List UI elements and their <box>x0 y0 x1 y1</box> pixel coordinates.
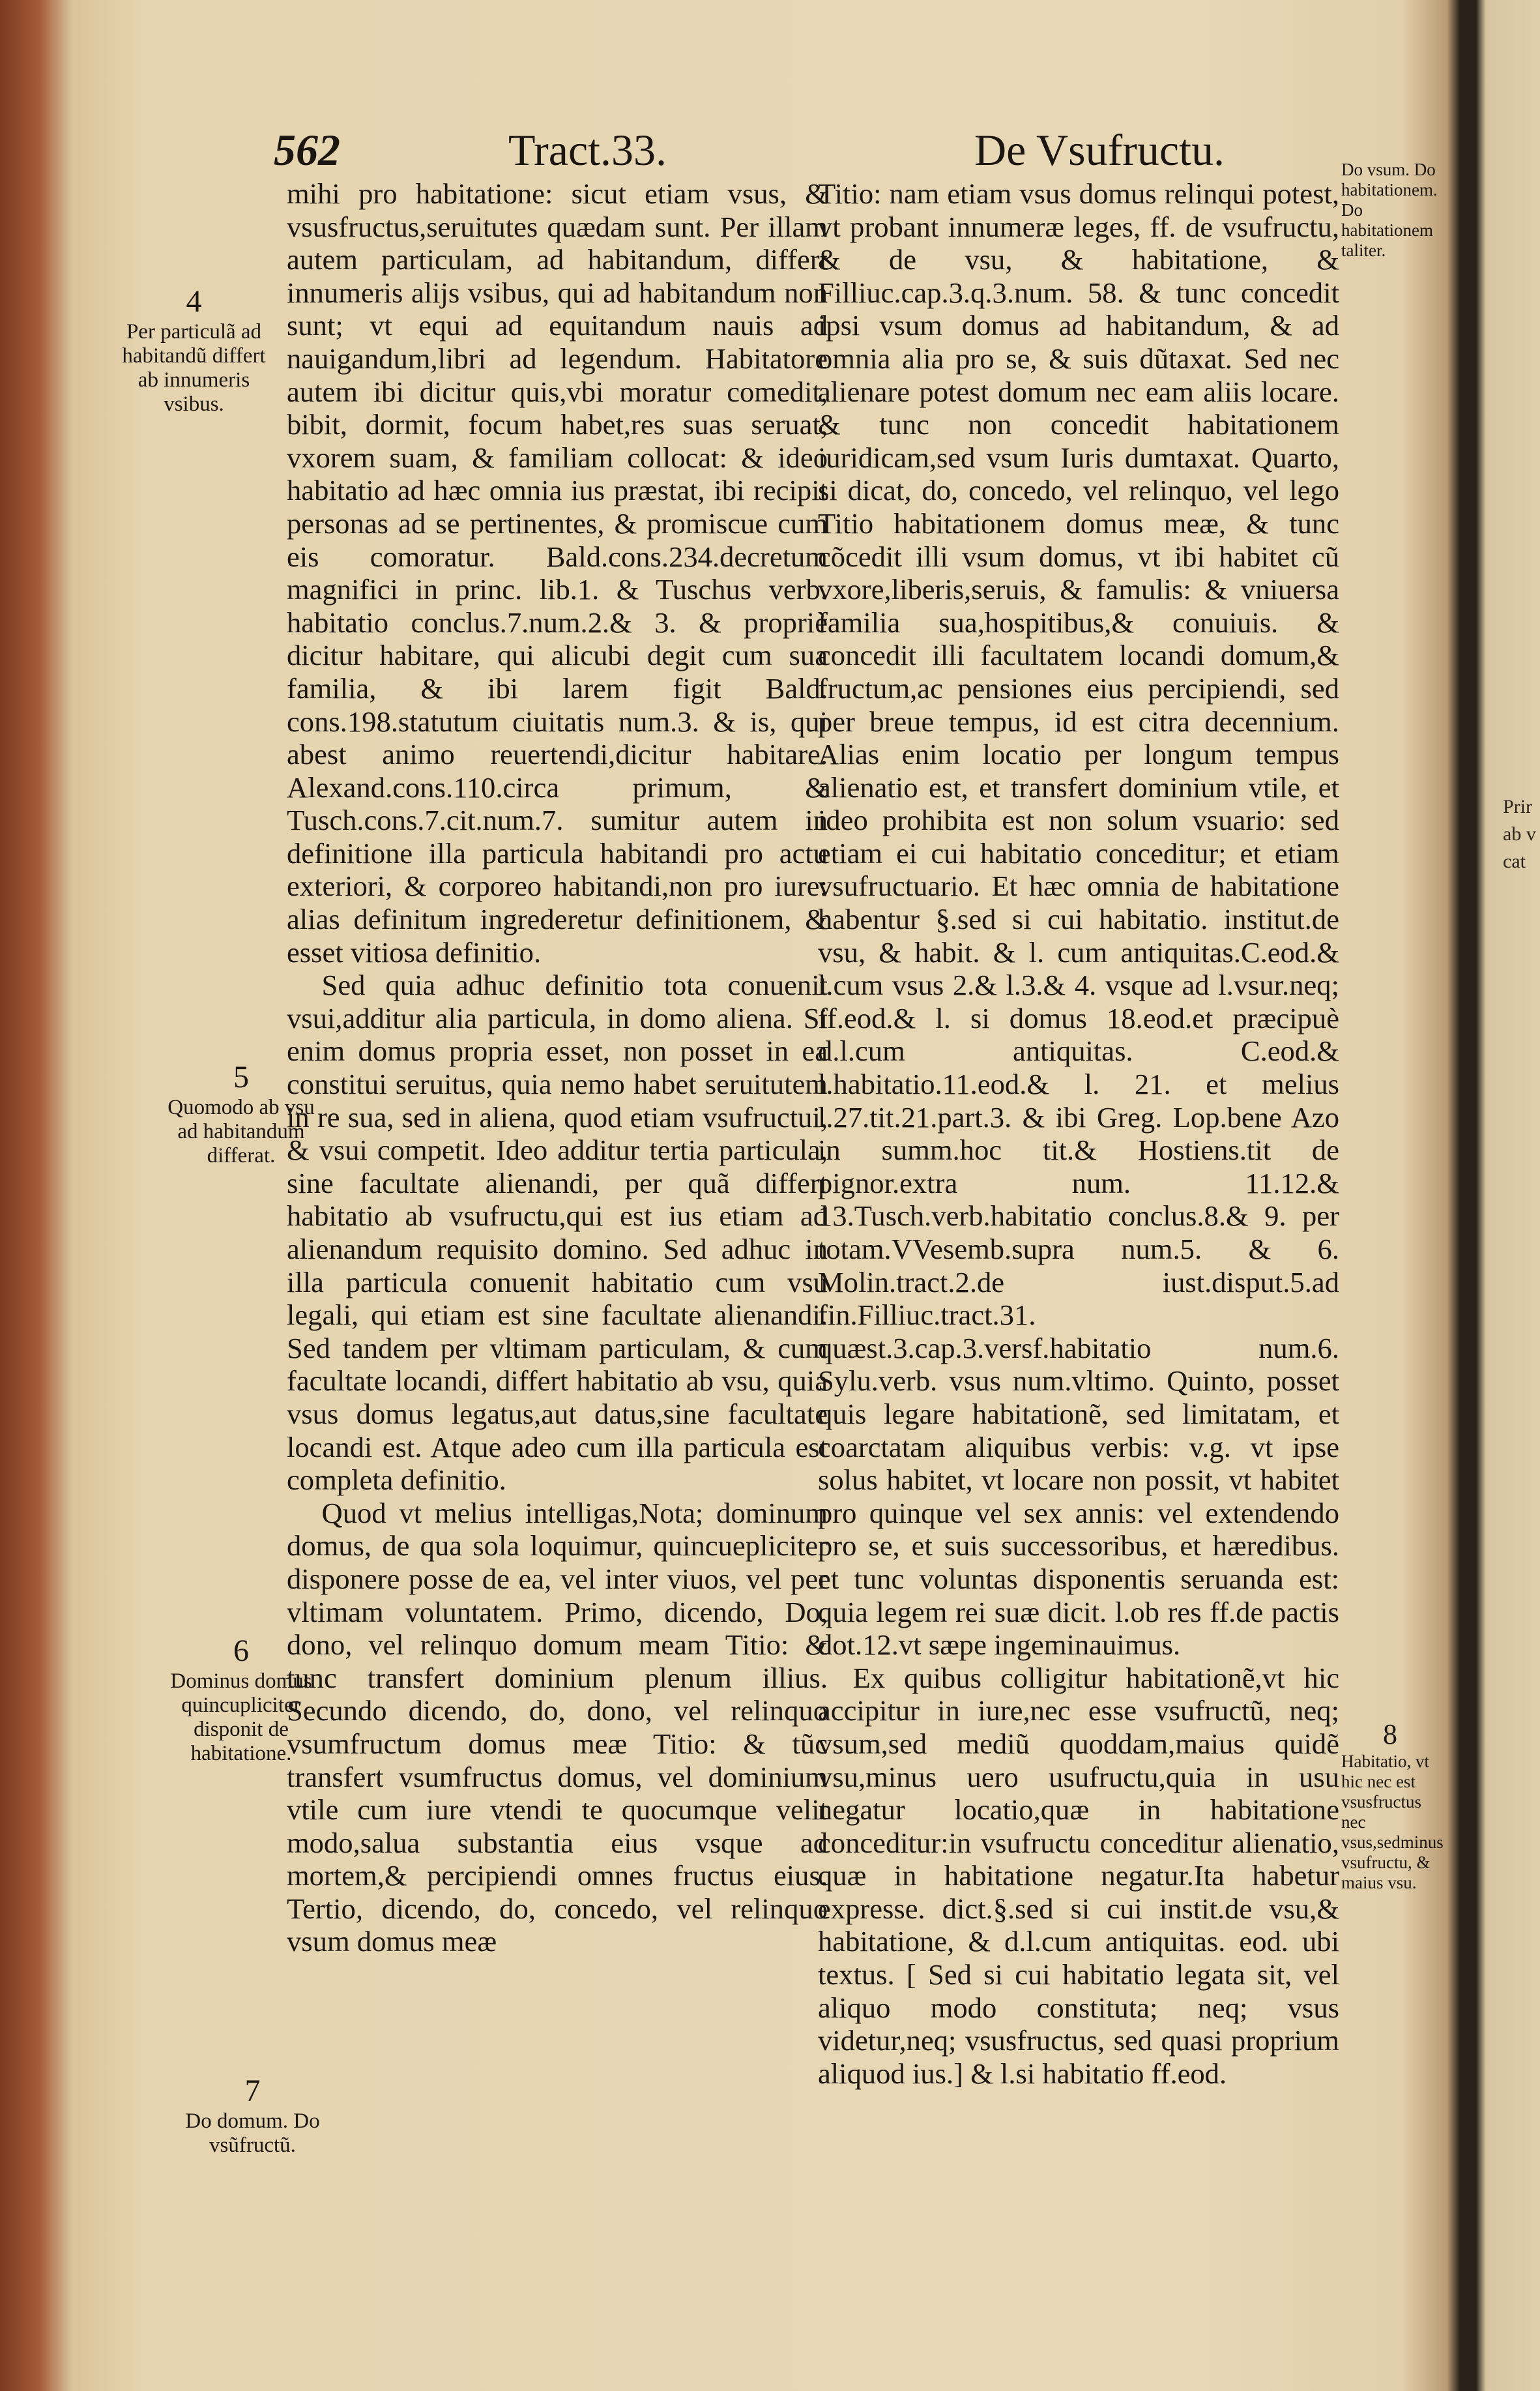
margin-note-7: 7 Do domum. Do vsũfructũ. <box>185 2074 320 2157</box>
margin-note-6: 6 Dominus domus quincupliciter disponit de habitatione. <box>170 1634 312 1765</box>
margin-note-8: 8 Habitatio, vt hic nec est vsusfructus nec vsus,sedminus vsufructu, & maius vsu. <box>1341 1718 1444 1892</box>
facing-page-fragment: Prir <box>1503 796 1532 817</box>
facing-page-fragment: cat <box>1503 851 1526 872</box>
facing-page-fragment: ab v <box>1503 823 1536 845</box>
left-text-column <box>287 177 828 1958</box>
running-title: De Vsufructu. <box>974 125 1225 175</box>
margin-note-right-do: Do vsum. Do habitationem. Do habitationem taliter. <box>1341 160 1438 260</box>
tract-heading: Tract.33. <box>508 125 667 175</box>
paragraph: mihi pro habitatione: sicut etiam vsus, & vsusfructus,seruitutes quædam sunt. Per illam autem particulam, ad habitandum, differt innumeris alijs vsibus, qui ad habitandum non sunt; vt equi ad equitandum nauis ad nauigandum,libri ad legendum. Habitatore autem ibi dicitur quis,vbi moratur comedit, bibit, dormit, focum habet,res suas seruat, vxorem suam, & familiam collocat: & ideo habitatio ad hæc omnia ius præstat, ibi recipit personas ad se pertinentes, & promiscue cum eis comoratur. Bald.cons.234.decretum magnifici in princ. lib.1. & Tuschus verb. habitatio conclus.7.num.2.& 3. & propriè dicitur habitare, qui alicubi degit cum sua familia, & ibi larem figit Bald. cons.198.statutum ciuitatis num.3. & is, qui abest animo reuertendi,dicitur habitare. Alexand.cons.110.circa primum, & Tusch.cons.7.cit.num.7. sumitur autem in definitione illa particula habitandi pro actu exteriori, & corporeo habitandi,non pro iure: alias definitum ingrederetur definitionem, & esset vitiosa definitio. <box>287 177 828 969</box>
paragraph: Quod vt melius intelligas,Nota; dominum domus, de qua sola loquimur, quincuepliciter disponere posse de ea, vel inter viuos, vel per vltimam voluntatem. Primo, dicendo, Do, dono, vel relinquo domum meam Titio: & tunc transfert dominium plenum illius. Secundo dicendo, do, dono, vel relinquo vsumfructum domus meæ Titio: & tũc transfert vsumfructus domus, vel dominium vtile cum iure vtendi te quocumque velit modo,salua substantia eius vsque ad mortem,& percipiendi omnes fructus eius. Tertio, dicendo, do, concedo, vel relinquo vsum domus meæ <box>287 1496 828 1958</box>
running-header <box>274 121 1440 179</box>
page-number: 562 <box>274 125 340 175</box>
margin-note-5: 5 Quomodo ab vsu ad habitandum differat. <box>167 1060 315 1167</box>
margin-note-4: 4 Per particulã ad habitandũ differt ab innumeris vsibus. <box>122 284 266 416</box>
paragraph: Sed quia adhuc definitio tota conuenit vsui,additur alia particula, in domo aliena. Si enim domus propria esset, non posset in ea constitui seruitus, quia nemo habet seruitutem in re sua, sed in aliena, quod etiam vsufructui, & vsui competit. Ideo additur tertia particula, sine facultate alienandi, per quã differt habitatio ab vsufructu,qui est ius etiam ad alienandum requisito domino. Sed adhuc in illa particula conuenit habitatio cum vsu legali, qui etiam est sine facultate alienandi. Sed tandem per vltimam particulam, & cum facultate locandi, differt habitatio ab vsu, quia vsus domus legatus,aut datus,sine facultate locandi est. Atque adeo cum illa particula est completa definitio. <box>287 969 828 1497</box>
right-text-column <box>818 177 1339 2090</box>
paragraph: Titio: nam etiam vsus domus relinqui potest, vt probant innumeræ leges, ff. de vsufructu, & de vsu, & habitatione, & Filliuc.cap.3.q.3.num. 58. & tunc concedit ipsi vsum domus ad habitandum, & ad omnia alia pro se, & suis dũtaxat. Sed nec alienare potest domum nec eam aliis locare. & tunc non concedit habitationem iuridicam,sed vsum Iuris dumtaxat. Quarto, si dicat, do, concedo, vel relinquo, vel lego Titio habitationem domus meæ, & tunc cõcedit illi vsum domus, vt ibi habitet cũ vxore,liberis,seruis, & famulis: & vniuersa familia sua,hospitibus,& conuiuis. & concedit illi facultatem locandi domum,& fructum,ac pensiones eius percipiendi, sed per breue tempus, id est citra decennium. Alias enim locatio per longum tempus alienatio est, et transfert dominium vtile, et ideo prohibita est non solum vsuario: sed etiam ei cui habitatio conceditur; et etiam vsufructuario. Et hæc omnia de habitatione habentur §.sed si cui habitatio. institut.de vsu, & habit. & l. cum antiquitas.C.eod.& l.cum vsus 2.& l.3.& 4. vsque ad l.vsur.neq; ff.eod.& l. si domus 18.eod.et præcipuè d.l.cum antiquitas. C.eod.& l.habitatio.11.eod.& l. 21. et melius l.27.tit.21.part.3. & ibi Greg. Lop.bene Azo in summ.hoc tit.& Hostiens.tit de pignor.extra num. 11.12.& 13.Tusch.verb.habitatio conclus.8.& 9. per totam.VVesemb.supra num.5. & 6. Molin.tract.2.de iust.disput.5.ad fin.Filliuc.tract.31. quæst.3.cap.3.versf.habitatio num.6. Sylu.verb. vsus num.vltimo. Quinto, posset quis legare habitationẽ, sed limitatam, et coarctatam aliquibus verbis: v.g. vt ipse solus habitet, vt locare non possit, vt habitet pro quinque vel sex annis: vel extendendo pro se, et suis successoribus, et hæredibus. et tunc voluntas disponentis seruanda est: quia legem rei suæ dicit. l.ob res ff.de pactis dot.12.vt sæpe ingeminauimus. <box>818 177 1339 1662</box>
paragraph: Ex quibus colligitur habitationẽ,vt hic accipitur in iure,nec esse vsufructũ, neq; vsum,sed mediũ quoddam,maius quidẽ vsu,minus uero usufructu,quia in usu negatur locatio,quæ in habitatione conceditur:in vsufructu conceditur alienatio, quæ in habitatione negatur.Ita habetur expresse. dict.§.sed si cui instit.de vsu,& habitatione, & d.l.cum antiquitas. eod. ubi textus. [ Sed si cui habitatio legata sit, vel aliquo modo constituta; neq; vsus videtur,neq; vsusfructus, sed quasi proprium aliquod ius.] & l.si habitatio ff.eod. <box>818 1661 1339 2090</box>
